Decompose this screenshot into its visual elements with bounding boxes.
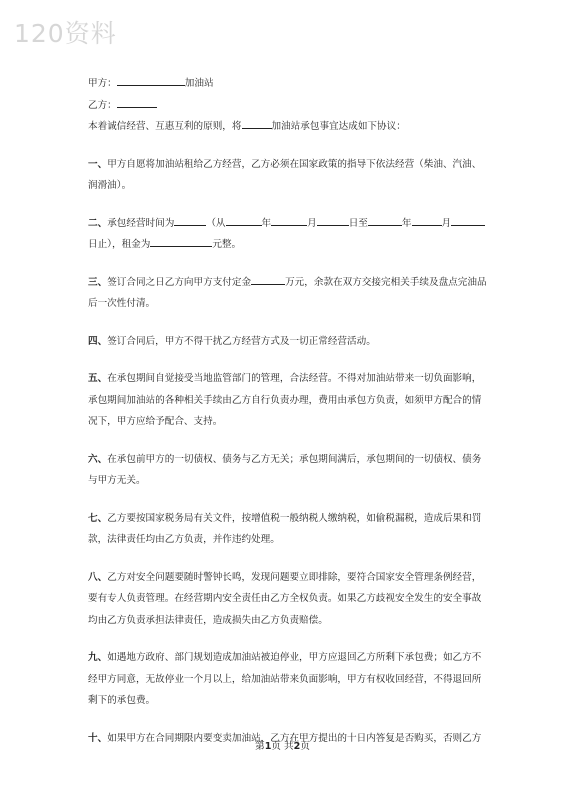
party-b-blank bbox=[117, 95, 157, 108]
clause-1: 一、甲方自愿将加油站租给乙方经营，乙方必须在国家政策的指导下依法经营（柴油、汽油、润滑油）。 bbox=[88, 158, 482, 191]
clause-7: 七、乙方要按国家税务局有关文件，按增值税一般纳税人缴纳税，如偷税漏税，造成后果和罚款，法律责任均由乙方负责，并作违约处理。 bbox=[88, 512, 482, 545]
clause-10: 十、如果甲方在合同期限内要变卖加油站，乙方在甲方提出的十日内答复是否购买，否则乙方 bbox=[88, 732, 482, 744]
contract-body bbox=[88, 73, 490, 749]
clause-3: 三、签订合同之日乙方向甲方支付定金 万元，余款在双方交接完相关手续及盘点完油品后一次性付清。 bbox=[88, 272, 490, 315]
page-footer: 第1页 共2页 bbox=[255, 741, 310, 752]
clause-8: 八、乙方对安全问题要随时警钟长鸣，发现问题要立即排除，要符合国家安全管理条例经营，要有专人负责管理。在经营期内安全责任由乙方全权负责。如果乙方歧视安全发生的安全事故均由乙方负责承担法律责任，造成损失由乙方负责赔偿。 bbox=[88, 571, 482, 626]
clause-6: 六、在承包前甲方的一切债权、债务与乙方无关；承包期间满后，承包期间的一切债权、债务与甲方无关。 bbox=[88, 453, 482, 486]
clause-9: 九、如遇地方政府、部门规划造成加油站被迫停业，甲方应退回乙方所剩下承包费；如乙方不经甲方同意，无故停业一个月以上，给加油站带来负面影响，甲方有权收回经营，不得退回所剩下的承包费。 bbox=[88, 652, 482, 706]
party-b-line: 乙方： bbox=[88, 95, 490, 117]
total-pages: 2 bbox=[293, 741, 301, 752]
intro-line: 本着诚信经营、互惠互利的原则，将 加油站承包事宜达成如下协议： bbox=[88, 116, 490, 138]
clause-5: 五、在承包期间自觉接受当地监管部门的管理，合法经营。不得对加油站带来一切负面影响，承包期间加油站的各种相关手续由乙方自行负责办理，费用由承包方负责，如须甲方配合的情况下，甲方应给予配合、支持。 bbox=[88, 373, 482, 427]
clause-2: 二、承包经营时间为 （从 年 月 日至 年 月日止），租金为 元整。 bbox=[88, 213, 490, 256]
clause-4: 四、签订合同后，甲方不得干扰乙方经营方式及一切正常经营活动。 bbox=[88, 335, 376, 347]
intro-blank bbox=[242, 116, 272, 129]
watermark-logo: 120资料 bbox=[14, 19, 117, 48]
party-a-blank bbox=[117, 73, 185, 86]
party-a-line: 甲方： 加油站 bbox=[88, 73, 490, 95]
current-page: 1 bbox=[264, 741, 272, 752]
